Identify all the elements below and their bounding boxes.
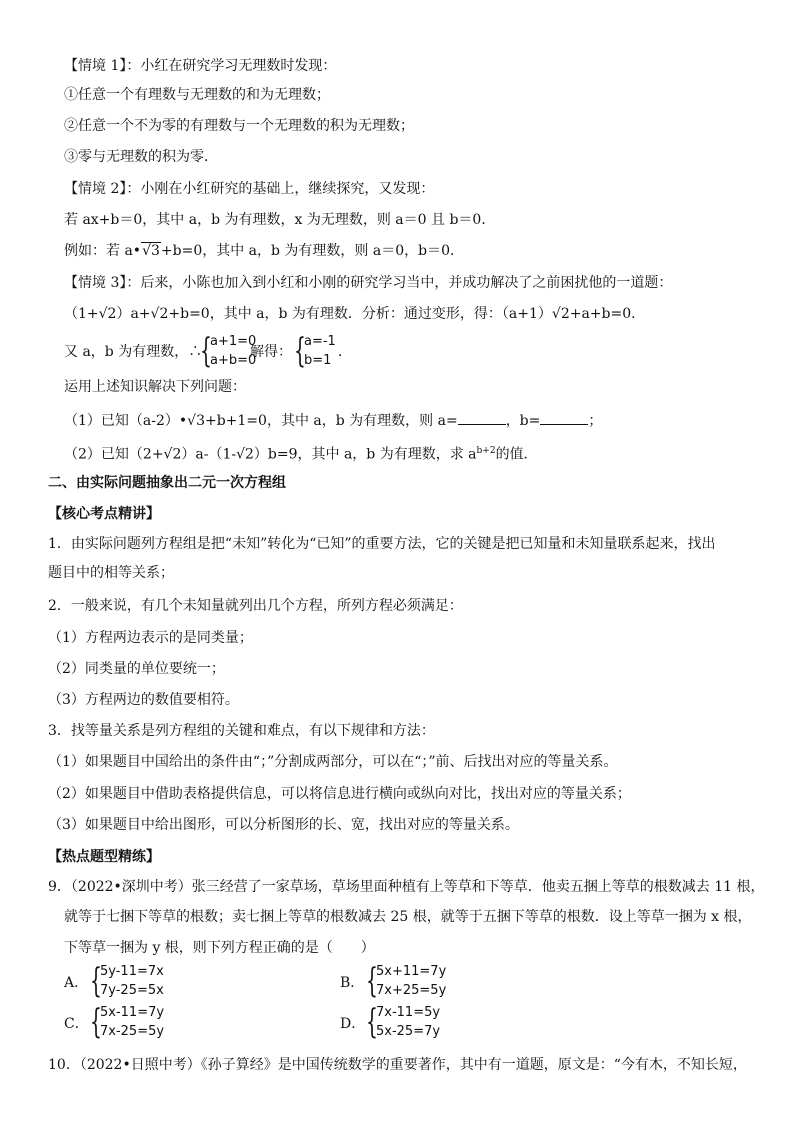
point-2-c: （3）方程两边的数值要相符。 [48,692,239,708]
scenario-2-heading: 【情境 2】：小刚在小红研究的基础上，继续探究，又发现： [64,181,435,197]
system-2-row-2: b=1 [304,353,332,368]
sqrt-3: √3 [142,243,160,259]
question-9-line-3: 下等草一捆为 y 根，则下列方程正确的是（ ） [64,940,375,956]
scenario-3-heading: 【情境 3】：后来，小陈也加入到小红和小刚的研究学习当中，并成功解决了之前困扰他的一道题： [64,275,673,291]
apply-intro: 运用上述知识解决下列问题： [64,379,246,395]
option-a-eq-1: 5y-11=7x [100,964,164,979]
option-c-system[interactable] [90,1002,180,1045]
key-points-heading: 【核心考点精讲】 [48,506,160,522]
option-c-eq-2: 7x-25=5y [100,1024,165,1039]
question-9-line-2: 就等于七捆下等草的根数；卖七捆上等草的根数减去 25 根，就等于五捆下等草的根数．设上等草一捆为 x 根， [64,909,752,925]
brace-icon: { [294,331,306,371]
option-d-eq-1: 7x-11=5y [376,1005,441,1020]
scenario-1-heading: 【情境 1】：小红在研究学习无理数时发现： [64,58,337,74]
problem-2-end: 的值． [495,446,538,463]
finding-3: ③零与无理数的积为零． [64,149,218,165]
exponent: b+2 [476,446,496,456]
problem-2-text: （2）已知（2+√2）a-（1-√2）b=9，其中 a，b 为有理数，求 a [64,446,477,463]
problem-1-text: （1）已知（a-2）•√3+b+1=0，其中 a，b 为有理数，则 a= [64,413,458,429]
system-1-row-2: a+b=0 [210,353,257,368]
point-3-c: （3）如果题目中给出图形，可以分析图形的长、宽，找出对应的等量关系。 [48,817,519,833]
system-2-row-1: a=-1 [304,334,336,349]
problem-1-end: ； [588,413,603,429]
scenario-3-analysis: （1+√2）a+√2+b=0，其中 a，b 为有理数．分析：通过变形，得：（a+1）√2+a+b=0． [64,306,646,322]
finding-2: ②任意一个不为零的有理数与一个无理数的积为无理数； [64,118,414,134]
point-3-a: （1）如果题目中国给出的条件由“；”分割成两部分，可以在“；”前、后找出对应的等量关系。 [48,754,618,770]
point-2-b: （2）同类量的单位要统一； [48,661,225,677]
option-d-label[interactable]: D． [340,1016,366,1032]
practice-heading: 【热点题型精练】 [48,849,160,865]
point-1-line-2: 题目中的相等关系； [48,565,174,581]
option-d-eq-2: 5x-25=7y [376,1024,441,1039]
option-b-eq-2: 7x+25=5y [376,983,447,998]
option-a-eq-2: 7y-25=5x [100,983,164,998]
problem-1-text-b: ，b= [505,413,541,429]
brace-icon: { [366,961,378,1001]
scenario-2-rule: 若 ax+b＝0，其中 a，b 为有理数，x 为无理数，则 a＝0 且 b＝0． [64,212,496,228]
option-a-label[interactable]: A． [64,975,89,991]
option-d-system[interactable] [366,1002,456,1045]
option-a-system[interactable] [90,961,180,1004]
solve-label: 解得： [250,344,292,360]
period: ． [338,344,352,360]
option-b-label[interactable]: B． [340,975,365,991]
equation-system-2 [294,331,344,374]
finding-1: ①任意一个有理数与无理数的和为无理数； [64,87,330,103]
problem-2 [64,442,538,464]
point-1-line-1: 1．由实际问题列方程组是把“未知”转化为“已知”的重要方法，它的关键是把已知量和未知量联系起来，找出 [48,536,716,552]
question-9-line-1: 9．（2022•深圳中考）张三经营了一家草场，草场里面种植有上等草和下等草．他卖五捆上等草的根数减去 11 根， [48,879,765,895]
option-c-label[interactable]: C． [64,1016,89,1032]
brace-icon: { [366,1002,378,1042]
point-2-a: （1）方程两边表示的是同类量； [48,630,253,646]
section-heading: 二、由实际问题抽象出二元一次方程组 [48,475,286,491]
example-text-1: 例如：若 a• [64,243,142,259]
point-2: 2．一般来说，有几个未知量就列出几个方程，所列方程必须满足： [48,598,463,614]
problem-1 [64,410,602,430]
option-b-eq-1: 5x+11=7y [376,964,447,979]
answer-blank-b[interactable] [540,410,588,425]
point-3-b: （2）如果题目中借助表格提供信息，可以将信息进行横向或纵向对比，找出对应的等量关系； [48,786,631,802]
scenario-2-example [64,242,464,260]
option-c-eq-1: 5x-11=7y [100,1005,165,1020]
system-1-row-1: a+1=0 [210,334,257,349]
brace-icon: { [200,331,212,371]
system-intro: 又 a，b 为有理数，∴ [64,344,203,360]
brace-icon: { [90,961,102,1001]
answer-blank-a[interactable] [458,410,506,425]
brace-icon: { [90,1002,102,1042]
point-3: 3．找等量关系是列方程组的关键和难点，有以下规律和方法： [48,723,435,739]
example-text-2: +b=0，其中 a，b 为有理数，则 a＝0，b＝0． [160,243,465,259]
question-10-line-1: 10．（2022•日照中考）《孙子算经》是中国传统数学的重要著作，其中有一道题，原文是：“今有木，不知长短， [48,1057,747,1073]
option-b-system[interactable] [366,961,456,1004]
